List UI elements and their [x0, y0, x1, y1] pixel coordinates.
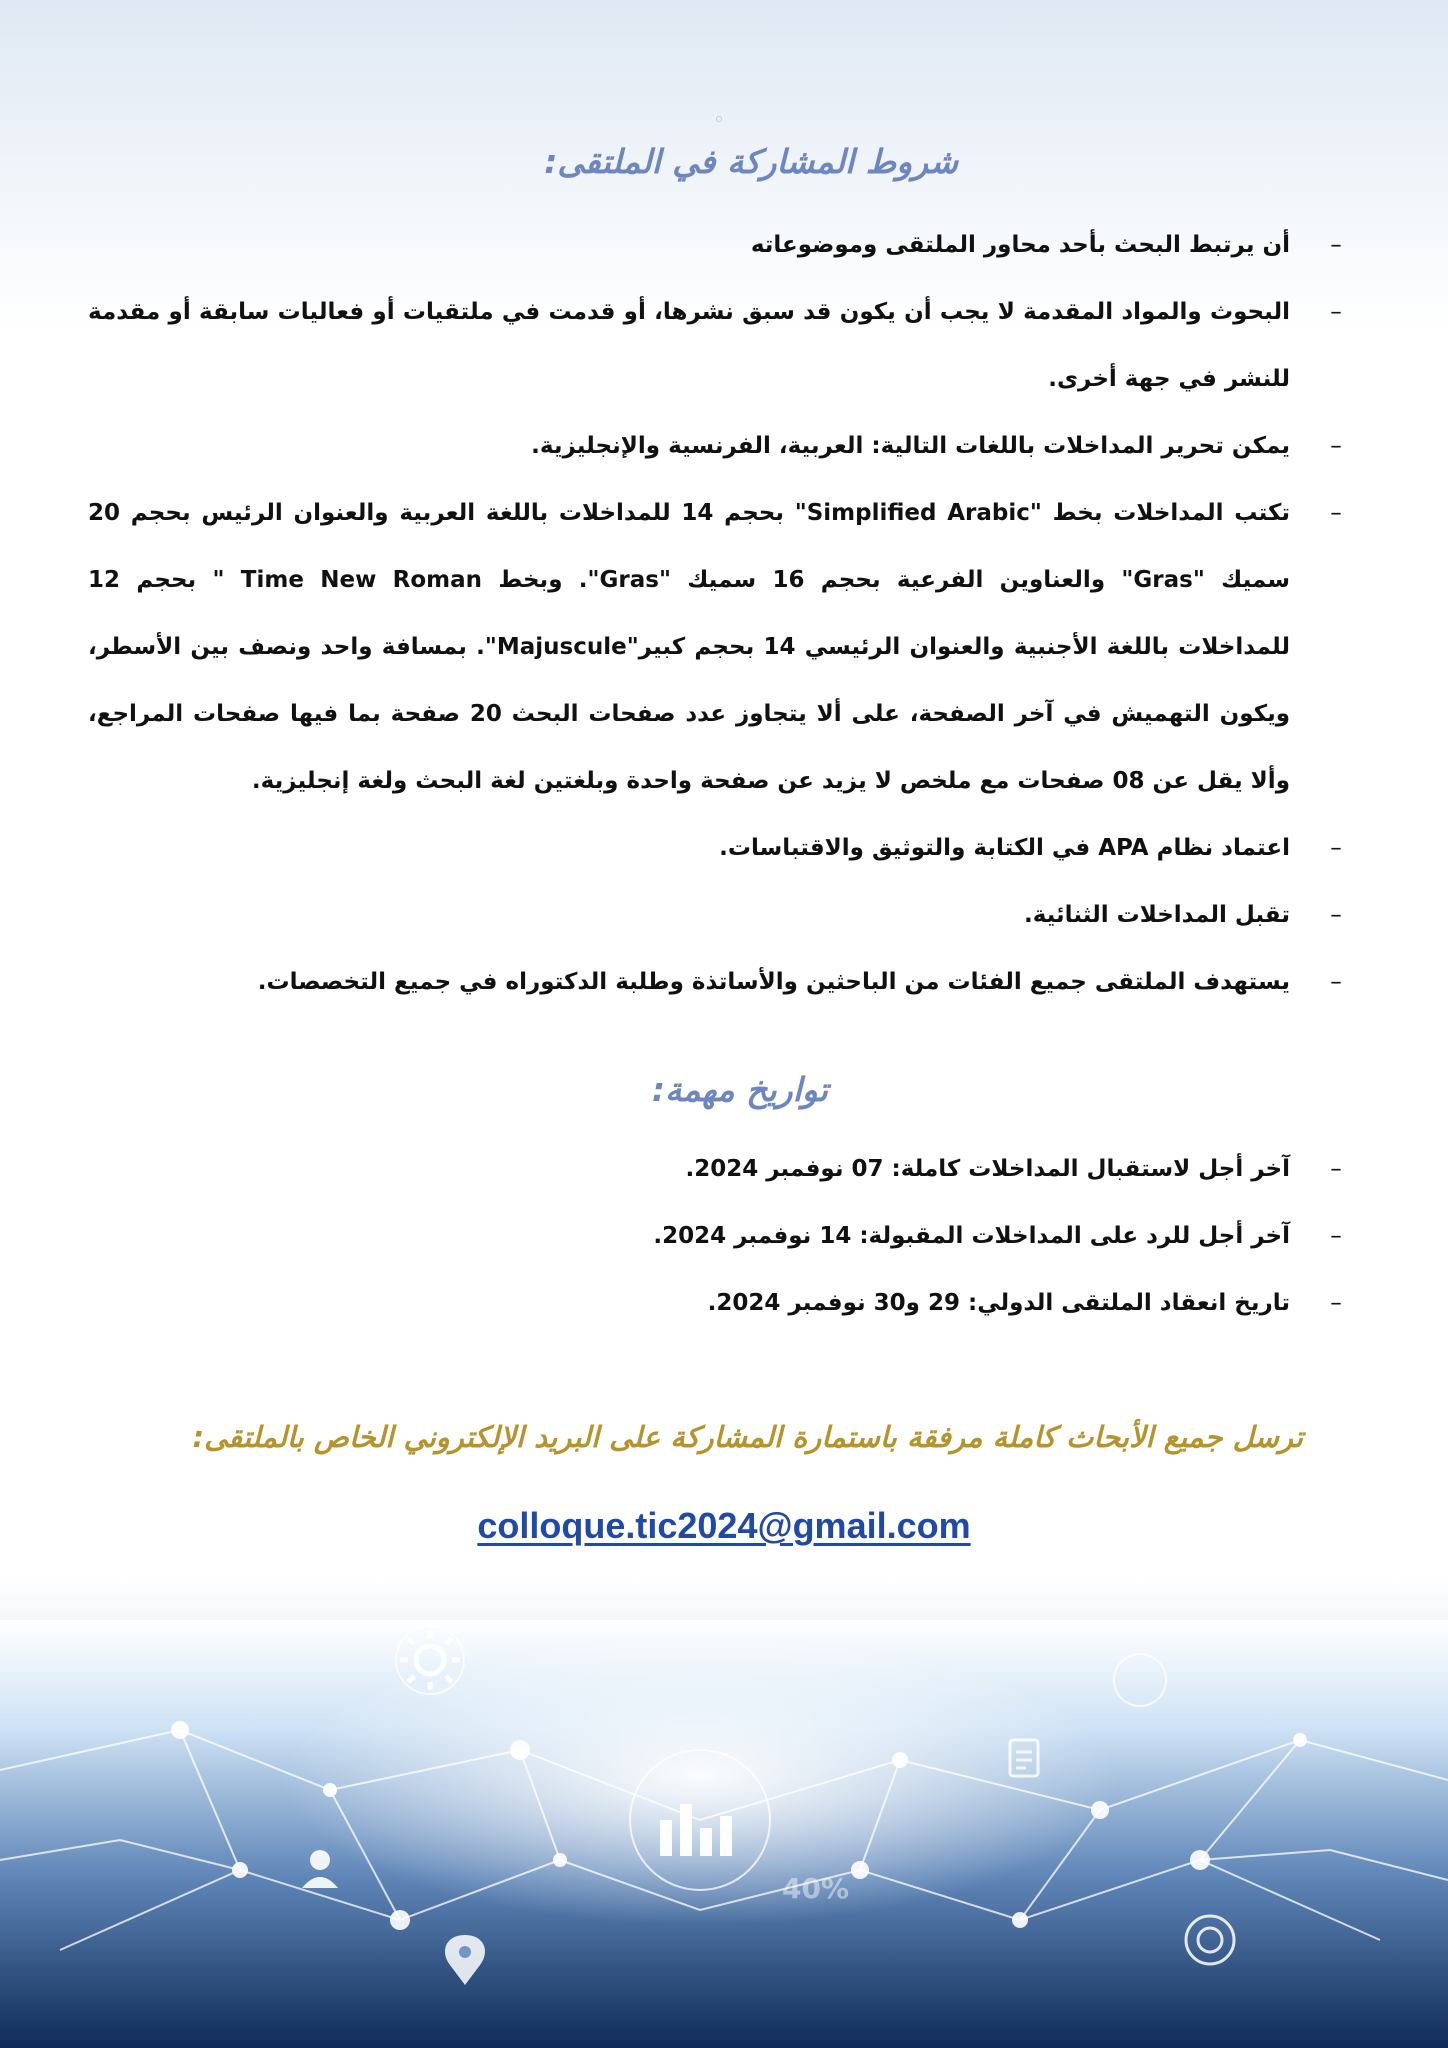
conditions-list — [88, 212, 1348, 1016]
dash-bullet: – — [1330, 1223, 1342, 1249]
date-text: تاريخ انعقاد الملتقى الدولي: 29 و30 نوفمبر 2024. — [707, 1290, 1290, 1316]
condition-text: يستهدف الملتقى جميع الفئات من الباحثين والأساتذة وطلبة الدكتوراه في جميع التخصصات. — [257, 969, 1290, 995]
date-item — [88, 1136, 1348, 1203]
dash-bullet: – — [1330, 835, 1342, 861]
date-text: آخر أجل للرد على المداخلات المقبولة: 14 نوفمبر 2024. — [653, 1223, 1290, 1249]
condition-text: تكتب المداخلات بخط "Simplified Arabic" بحجم 14 للمداخلات باللغة العربية والعنوان الرئيس بحجم 20 سميك "Gras" والعناوين الفرعية بحجم 16 سميك "Gras". وبخط Time New Roman " بحجم 12 للمداخلات باللغة الأجنبية والعنوان الرئيسي 14 بحجم كبير"Majuscule". بمسافة واحد ونصف بين الأسطر، ويكون التهميش في آخر الصفحة، على ألا يتجاوز عدد صفحات البحث 20 صفحة بما فيها صفحات المراجع، وألا يقل عن 08 صفحات مع ملخص لا يزيد عن صفحة واحدة وبلغتين لغة البحث ولغة إنجليزية. — [88, 500, 1291, 794]
dash-bullet: – — [1330, 433, 1342, 459]
dash-bullet: – — [1330, 902, 1342, 928]
dash-bullet: – — [1330, 500, 1342, 526]
dash-bullet: – — [1330, 299, 1342, 325]
condition-text: البحوث والمواد المقدمة لا يجب أن يكون قد سبق نشرها، أو قدمت في ملتقيات أو فعاليات سابقة أو مقدمة للنشر في جهة أخرى. — [88, 299, 1290, 392]
submission-instruction: ترسل جميع الأبحاث كاملة مرفقة باستمارة المشاركة على البريد الإلكتروني الخاص بالملتقى: — [192, 1420, 1303, 1454]
condition-item — [88, 279, 1348, 413]
date-item — [88, 1203, 1348, 1270]
condition-text: أن يرتبط البحث بأحد محاور الملتقى وموضوعاته — [750, 232, 1290, 258]
small-circle-mark — [716, 116, 722, 122]
dates-heading: تواريخ مهمة: — [651, 1070, 828, 1109]
condition-item — [88, 949, 1348, 1016]
dates-list — [88, 1136, 1348, 1337]
percent-label: 40% — [782, 1872, 850, 1905]
contact-email-link[interactable]: colloque.tic2024@gmail.com — [477, 1505, 971, 1546]
conditions-heading: شروط المشاركة في الملتقى: — [544, 142, 958, 181]
dash-bullet: – — [1330, 232, 1342, 258]
condition-item — [88, 212, 1348, 279]
condition-item — [88, 413, 1348, 480]
condition-item — [88, 480, 1348, 815]
condition-item — [88, 815, 1348, 882]
footer-tech-illustration — [0, 1620, 1448, 2048]
condition-text: يمكن تحرير المداخلات باللغات التالية: العربية، الفرنسية والإنجليزية. — [531, 433, 1290, 459]
dash-bullet: – — [1330, 1290, 1342, 1316]
date-text: آخر أجل لاستقبال المداخلات كاملة: 07 نوفمبر 2024. — [685, 1156, 1290, 1182]
condition-item — [88, 882, 1348, 949]
condition-text: اعتماد نظام APA في الكتابة والتوثيق والاقتباسات. — [719, 835, 1290, 861]
dash-bullet: – — [1330, 1156, 1342, 1182]
dash-bullet: – — [1330, 969, 1342, 995]
condition-text: تقبل المداخلات الثنائية. — [1023, 902, 1290, 928]
date-item — [88, 1270, 1348, 1337]
